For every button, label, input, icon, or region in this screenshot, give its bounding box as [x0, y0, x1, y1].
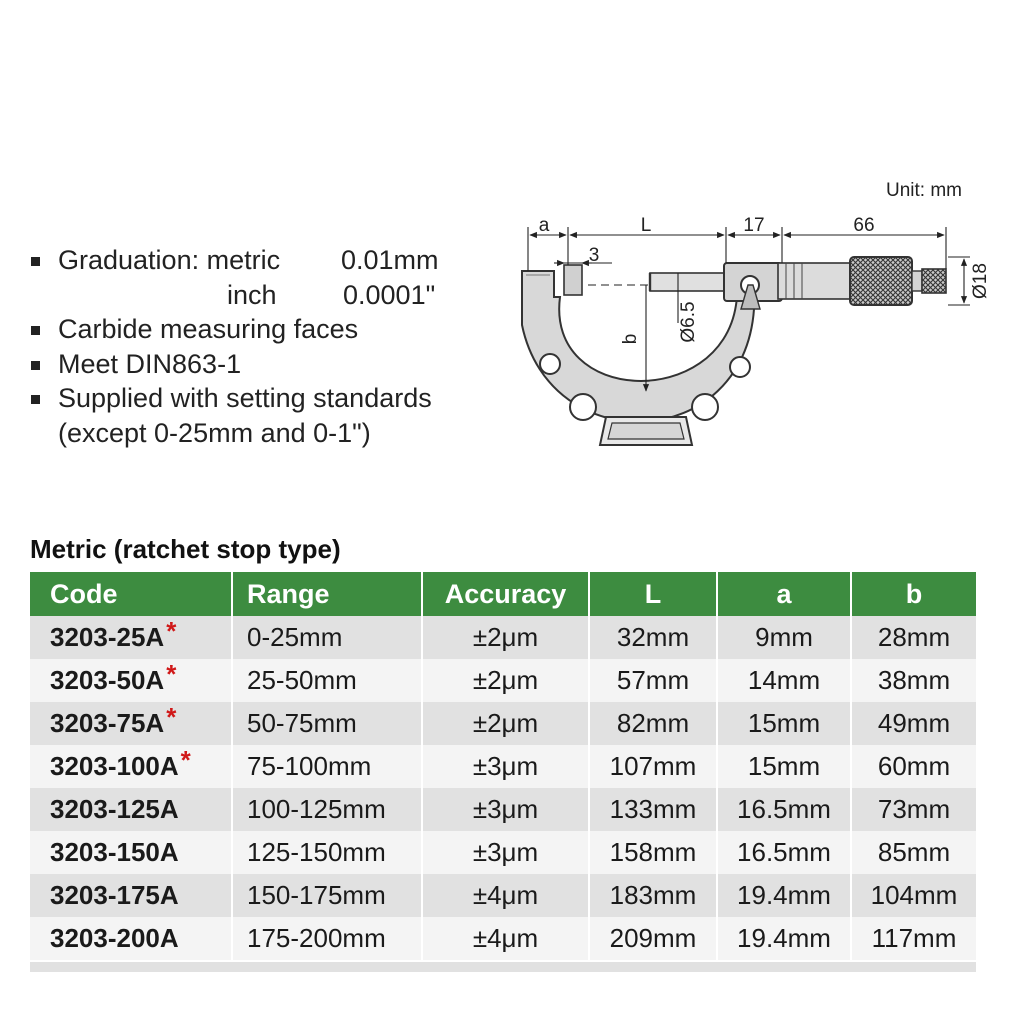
cell-b: 73mm: [851, 788, 976, 831]
dim-d65-label: Ø6.5: [678, 301, 699, 343]
code-text: 3203-150A: [50, 837, 179, 867]
dim-d18-label: Ø18: [970, 263, 991, 299]
cell-b: 28mm: [851, 616, 976, 659]
table-row: [30, 616, 976, 659]
dim-L-label: L: [640, 215, 652, 236]
cell-accuracy: ±3μm: [422, 788, 589, 831]
feature-graduation-inch: [30, 278, 500, 313]
cell-a: 15mm: [717, 702, 851, 745]
bullet-icon: [31, 326, 40, 335]
code-text: 3203-100A: [50, 751, 179, 781]
cell-accuracy: ±3μm: [422, 745, 589, 788]
cell-accuracy: ±2μm: [422, 616, 589, 659]
table-row: [30, 831, 976, 874]
cell-range: 100-125mm: [232, 788, 422, 831]
cell-code: [30, 616, 232, 659]
cell-range: 25-50mm: [232, 659, 422, 702]
cell-range: 0-25mm: [232, 616, 422, 659]
cell-range: 50-75mm: [232, 702, 422, 745]
cell-a: 14mm: [717, 659, 851, 702]
cell-code: [30, 702, 232, 745]
cell-a: 16.5mm: [717, 788, 851, 831]
header-accuracy: Accuracy: [422, 572, 589, 616]
unit-label: Unit: mm: [886, 180, 962, 201]
cell-code: [30, 788, 232, 831]
cell-b: 38mm: [851, 659, 976, 702]
header-range: Range: [232, 572, 422, 616]
bullet-icon: [31, 257, 40, 266]
dim-b-label: b: [620, 333, 641, 345]
header-code: Code: [30, 572, 232, 616]
code-text: 3203-175A: [50, 880, 179, 910]
cell-L: 133mm: [589, 788, 717, 831]
cell-code: [30, 831, 232, 874]
cell-accuracy: ±4μm: [422, 917, 589, 960]
code-text: 3203-50A: [50, 665, 165, 695]
cell-accuracy: ±3μm: [422, 831, 589, 874]
table-header-row: [30, 572, 976, 616]
feature-list: [30, 243, 500, 450]
bullet-icon: [31, 395, 40, 404]
cell-a: 19.4mm: [717, 874, 851, 917]
code-text: 3203-125A: [50, 794, 179, 824]
header-b: b: [851, 572, 976, 616]
cell-L: 209mm: [589, 917, 717, 960]
star-mark: *: [166, 616, 177, 646]
cell-a: 19.4mm: [717, 917, 851, 960]
code-text: 3203-200A: [50, 923, 179, 953]
feature-setting-standards: [30, 381, 500, 416]
dim-a-label: a: [538, 215, 550, 236]
cell-range: 75-100mm: [232, 745, 422, 788]
cell-accuracy: ±4μm: [422, 874, 589, 917]
cell-L: 183mm: [589, 874, 717, 917]
cell-range: 175-200mm: [232, 917, 422, 960]
code-text: 3203-75A: [50, 708, 165, 738]
cell-b: 49mm: [851, 702, 976, 745]
table-row: [30, 745, 976, 788]
feature-graduation: [30, 243, 500, 278]
cell-b: 85mm: [851, 831, 976, 874]
dim-66-label: 66: [853, 215, 875, 236]
header-a: a: [717, 572, 851, 616]
table-row: [30, 702, 976, 745]
table-title: Metric (ratchet stop type): [30, 534, 341, 564]
cell-L: 158mm: [589, 831, 717, 874]
cell-a: 16.5mm: [717, 831, 851, 874]
table-row: [30, 917, 976, 960]
table-row: [30, 788, 976, 831]
graduation-inch-value: 0.0001": [343, 279, 436, 310]
cell-b: 117mm: [851, 917, 976, 960]
cell-L: 107mm: [589, 745, 717, 788]
graduation-label: Graduation: metric: [58, 245, 281, 275]
table-row: [30, 659, 976, 702]
header-L: L: [589, 572, 717, 616]
bullet-icon: [31, 361, 40, 370]
graduation-metric-value: 0.01mm: [341, 245, 439, 275]
cell-L: 82mm: [589, 702, 717, 745]
cell-code: [30, 745, 232, 788]
table-cutoff-row: [30, 962, 976, 972]
cell-range: 150-175mm: [232, 874, 422, 917]
cell-code: [30, 659, 232, 702]
star-mark: *: [166, 659, 177, 689]
dim-3-label: 3: [588, 245, 600, 266]
spec-table: [30, 572, 976, 960]
cell-code: [30, 874, 232, 917]
micrometer-diagram: [508, 205, 991, 475]
cell-accuracy: ±2μm: [422, 659, 589, 702]
graduation-inch-label: inch: [227, 279, 277, 310]
feature-carbide-text: Carbide measuring faces: [58, 314, 359, 344]
star-mark: *: [180, 745, 191, 775]
feature-din: [30, 347, 500, 382]
feature-setting-note: [30, 416, 500, 451]
feature-din-text: Meet DIN863-1: [58, 348, 242, 379]
cell-code: [30, 917, 232, 960]
star-mark: *: [166, 702, 177, 732]
micrometer-frame: [522, 265, 754, 445]
feature-setting-note-text: (except 0-25mm and 0-1"): [58, 417, 371, 448]
feature-setting-text: Supplied with setting standards: [58, 383, 432, 413]
micrometer-spindle: [650, 257, 946, 309]
cell-b: 60mm: [851, 745, 976, 788]
cell-L: 57mm: [589, 659, 717, 702]
code-text: 3203-25A: [50, 622, 165, 652]
dim-17-label: 17: [743, 215, 765, 236]
table-row: [30, 874, 976, 917]
cell-range: 125-150mm: [232, 831, 422, 874]
feature-carbide: [30, 312, 500, 347]
cell-L: 32mm: [589, 616, 717, 659]
cell-a: 9mm: [717, 616, 851, 659]
cell-b: 104mm: [851, 874, 976, 917]
cell-a: 15mm: [717, 745, 851, 788]
cell-accuracy: ±2μm: [422, 702, 589, 745]
